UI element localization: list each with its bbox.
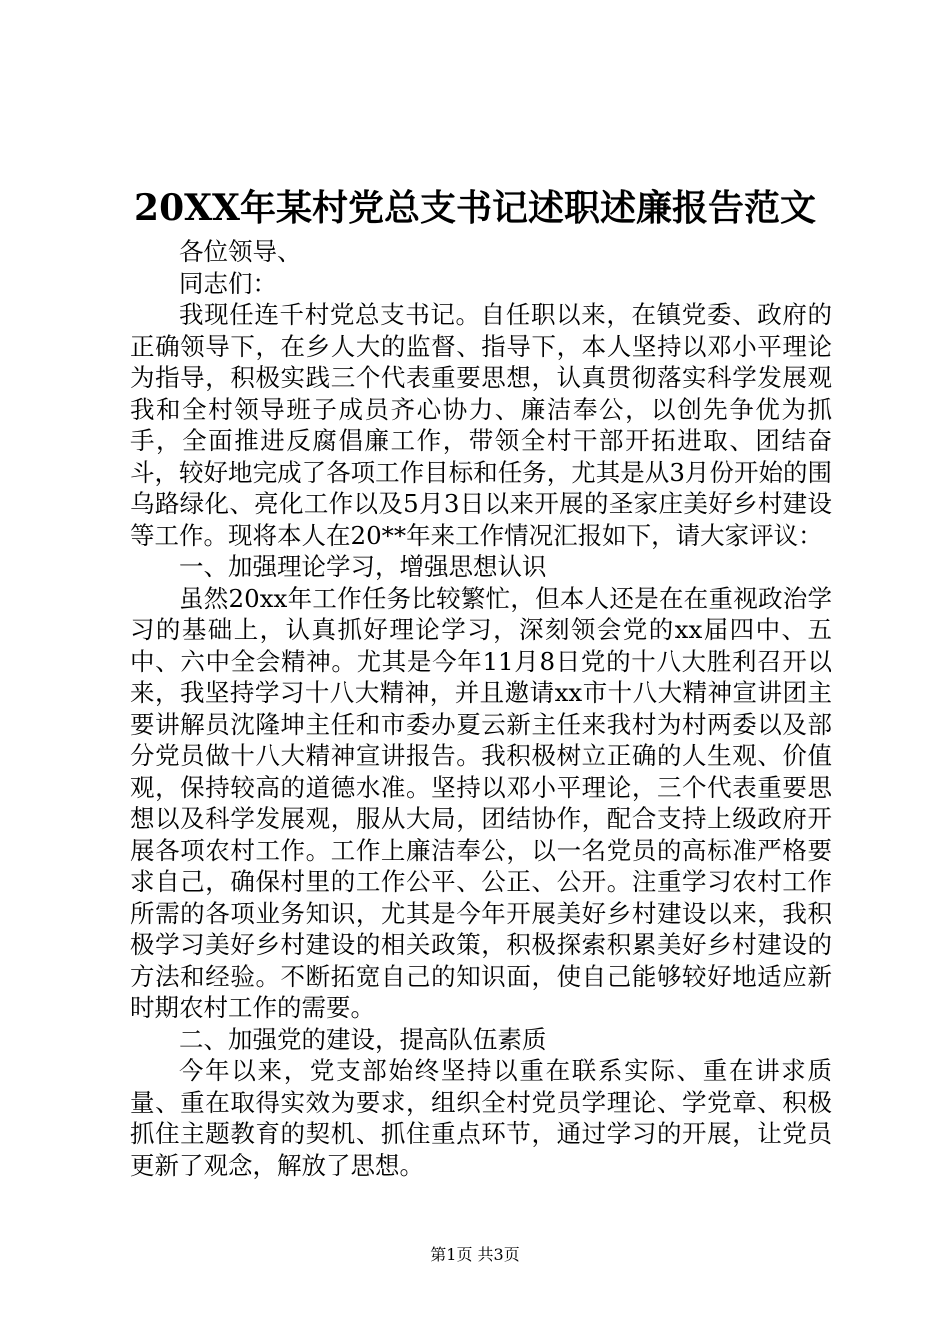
page-footer: 第1页 共3页 (430, 1245, 520, 1264)
body-paragraph: 虽然20xx年工作任务比较繁忙，但本人还是在在重视政治学习的基础上，认真抓好理论学习，深刻领会党的xx届四中、五中、六中全会精神。尤其是今年11月8日党的十八大胜利召开以来，我坚持学习十八大精神，并且邀请xx市十八大精神宣讲团主要讲解员沈隆坤主任和市委办夏云新主任来我村为村两委以及部分党员做十八大精神宣讲报告。我积极树立正确的人生观、价值观，保持较高的道德水准。坚持以邓小平理论，三个代表重要思想以及科学发展观，服从大局，团结协作，配合支持上级政府开展各项农村工作。工作上廉洁奉公，以一名党员的高标准严格要求自己，确保村里的工作公平、公正、公开。注重学习农村工作所需的各项业务知识，尤其是今年开展美好乡村建设以来，我积极学习美好乡村建设的相关政策，积极探索积累美好乡村建设的方法和经验。不断拓宽自己的知识面，使自己能够较好地适应新时期农村工作的需要。 (130, 583, 832, 1022)
body-paragraph: 我现任连千村党总支书记。自任职以来，在镇党委、政府的正确领导下，在乡人大的监督、指导下，本人坚持以邓小平理论为指导，积极实践三个代表重要思想，认真贯彻落实科学发展观我和全村领导班子成员齐心协力、廉洁奉公，以创先争优为抓手，全面推进反腐倡廉工作，带领全村干部开拓进取、团结奋斗，较好地完成了各项工作目标和任务，尤其是从3月份开始的围乌路绿化、亮化工作以及5月3日以来开展的圣家庄美好乡村建设等工作。现将本人在20**年来工作情况汇报如下，请大家评议： (130, 300, 832, 550)
salutation-line: 同志们： (179, 268, 277, 298)
document-body (130, 236, 832, 1181)
salutation-line: 各位领导、 (179, 237, 302, 266)
section-heading: 一、加强理论学习，增强思想认识 (179, 552, 547, 581)
document-title: 20XX年某村党总支书记述职述廉报告范文 (134, 187, 816, 229)
section-heading: 二、加强党的建设，提高队伍素质 (179, 1024, 547, 1054)
body-paragraph: 今年以来，党支部始终坚持以重在联系实际、重在讲求质量、重在取得实效为要求，组织全村党员学理论、学党章、积极抓住主题教育的契机、抓住重点环节，通过学习的开展，让党员更新了观念，解放了思想。 (130, 1056, 832, 1180)
